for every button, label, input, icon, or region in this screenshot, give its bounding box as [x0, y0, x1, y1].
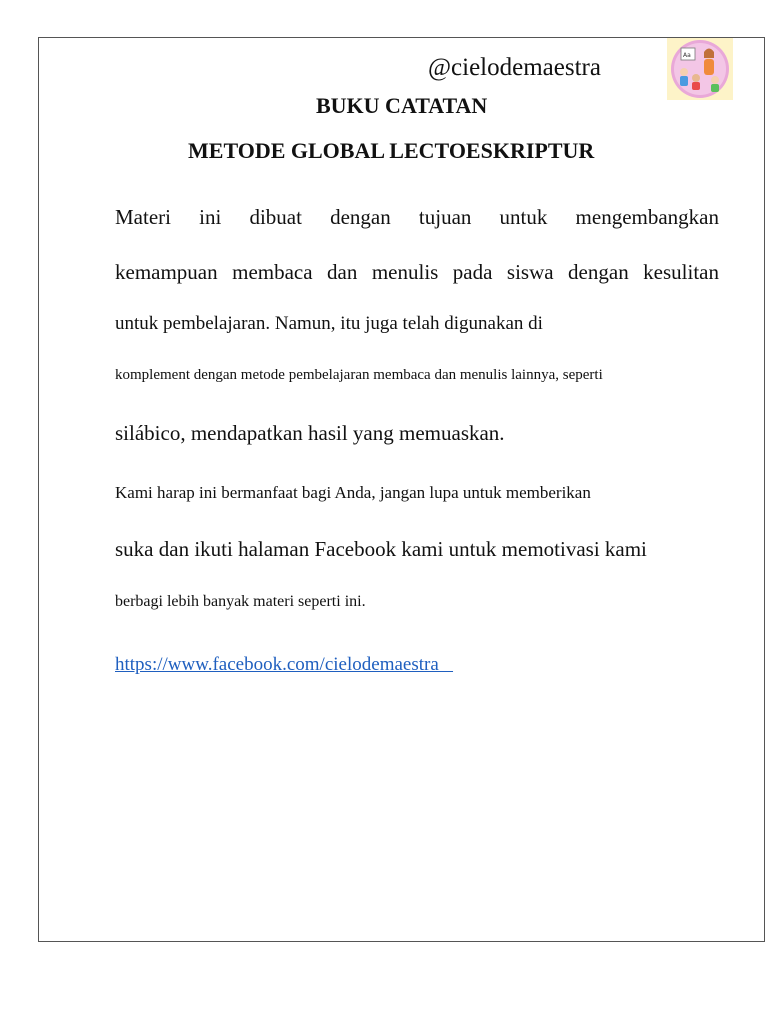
document-title: BUKU CATATAN	[316, 93, 488, 118]
paragraph-line: Materi ini dibuat dengan tujuan untuk mengembangkan	[115, 205, 719, 229]
paragraph-line: kemampuan membaca dan menulis pada siswa dengan kesulitan	[115, 260, 719, 284]
paragraph-line: suka dan ikuti halaman Facebook kami untuk memotivasi kami	[115, 537, 647, 561]
paragraph-line: untuk pembelajaran. Namun, itu juga telah digunakan di	[115, 313, 543, 334]
paragraph-line: komplement dengan metode pembelajaran membaca dan menulis lainnya, seperti	[115, 367, 603, 383]
paragraph-line: silábico, mendapatkan hasil yang memuaskan.	[115, 421, 505, 445]
svg-text:Aa: Aa	[683, 52, 691, 59]
document-subtitle: METODE GLOBAL LECTOESKRIPTUR	[188, 138, 595, 163]
paragraph-line: berbagi lebih banyak materi seperti ini.	[115, 593, 366, 610]
social-handle: @cielodemaestra	[428, 54, 601, 81]
paragraph-line: Kami harap ini bermanfaat bagi Anda, jangan lupa untuk memberikan	[115, 483, 591, 502]
facebook-link[interactable]: https://www.facebook.com/cielodemaestra	[115, 654, 454, 675]
teacher-children-logo-icon	[667, 38, 733, 100]
